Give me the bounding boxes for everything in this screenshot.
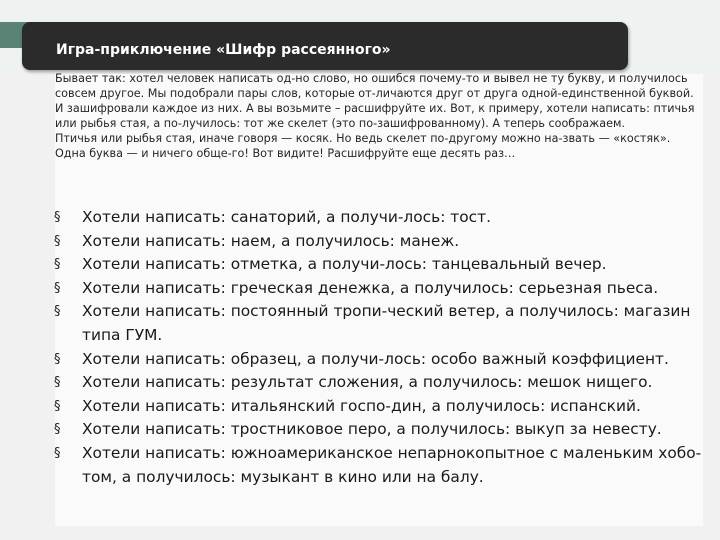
list-item: [54, 418, 704, 442]
list-item: [54, 371, 704, 395]
list-item: [54, 206, 704, 230]
list-item: [54, 277, 704, 301]
bullet-icon: §: [54, 398, 61, 414]
list-item-text: Хотели написать: тростниковое перо, а получилось: выкуп за невесту.: [82, 420, 662, 439]
bullet-icon: §: [54, 257, 61, 273]
intro-paragraph-2: Птичья или рыбья стая, иначе говоря — косяк. Но ведь скелет по-другому можно на-звать — «костяк». Одна буква — и ничего обще-го! Вот видите! Расшифруйте еще десять раз…: [55, 131, 671, 160]
bullet-icon: §: [54, 233, 61, 249]
puzzle-list: [54, 206, 704, 489]
list-item-text: Хотели написать: отметка, а получи-лось: танцевальный вечер.: [82, 255, 607, 274]
list-item: [54, 253, 704, 277]
list-item: [54, 348, 704, 372]
bullet-icon: §: [54, 280, 61, 296]
list-item-text: Хотели написать: санаторий, а получи-лось: тост.: [82, 208, 491, 226]
bullet-icon: §: [54, 422, 61, 438]
bullet-icon: §: [54, 210, 61, 225]
list-item: [54, 230, 704, 254]
bullet-icon: §: [54, 445, 61, 461]
bullet-icon: §: [54, 304, 61, 320]
list-item-text: Хотели написать: постоянный тропи-ческий ветер, а получилось: магазин типа ГУМ.: [82, 302, 691, 344]
list-item-text: Хотели написать: результат сложения, а получилось: мешок нищего.: [82, 373, 653, 392]
list-item-text: Хотели написать: наем, а получилось: манеж.: [82, 231, 460, 250]
slide-title: Игра-приключение «Шифр рассеянного»: [56, 42, 391, 58]
list-item-text: Хотели написать: образец, а получи-лось: особо важный коэффициент.: [82, 349, 669, 368]
list-item: [54, 442, 704, 489]
intro-paragraph-1: Бывает так: хотел человек написать од-но слово, но ошибся почему-то и вывел не ту букву, и получилось совсем другое. Мы подобрали пары слов, которые от-личаются друг от друга одной-единственной буквой. И зашифровали каждое из них. А вы возьмите – расшифруйте их. Вот, к примеру, хотели написать: птичья или рыбья стая, а по-лучилось: тот же скелет (это по-зашифрованному). А теперь соображаем.: [55, 72, 695, 130]
bullet-icon: §: [54, 375, 61, 391]
intro-text: [55, 72, 701, 161]
list-item-text: Хотели написать: южноамериканское непарнокопытное с маленьким хобо-том, а получилось: музыкант в кино или на балу.: [82, 443, 702, 486]
bullet-icon: §: [54, 351, 61, 367]
list-item: [54, 395, 704, 419]
list-item-text: Хотели написать: итальянский госпо-дин, а получилось: испанский.: [82, 396, 641, 415]
list-item: [54, 300, 704, 347]
list-item-text: Хотели написать: греческая денежка, а получилось: серьезная пьеса.: [82, 278, 659, 297]
